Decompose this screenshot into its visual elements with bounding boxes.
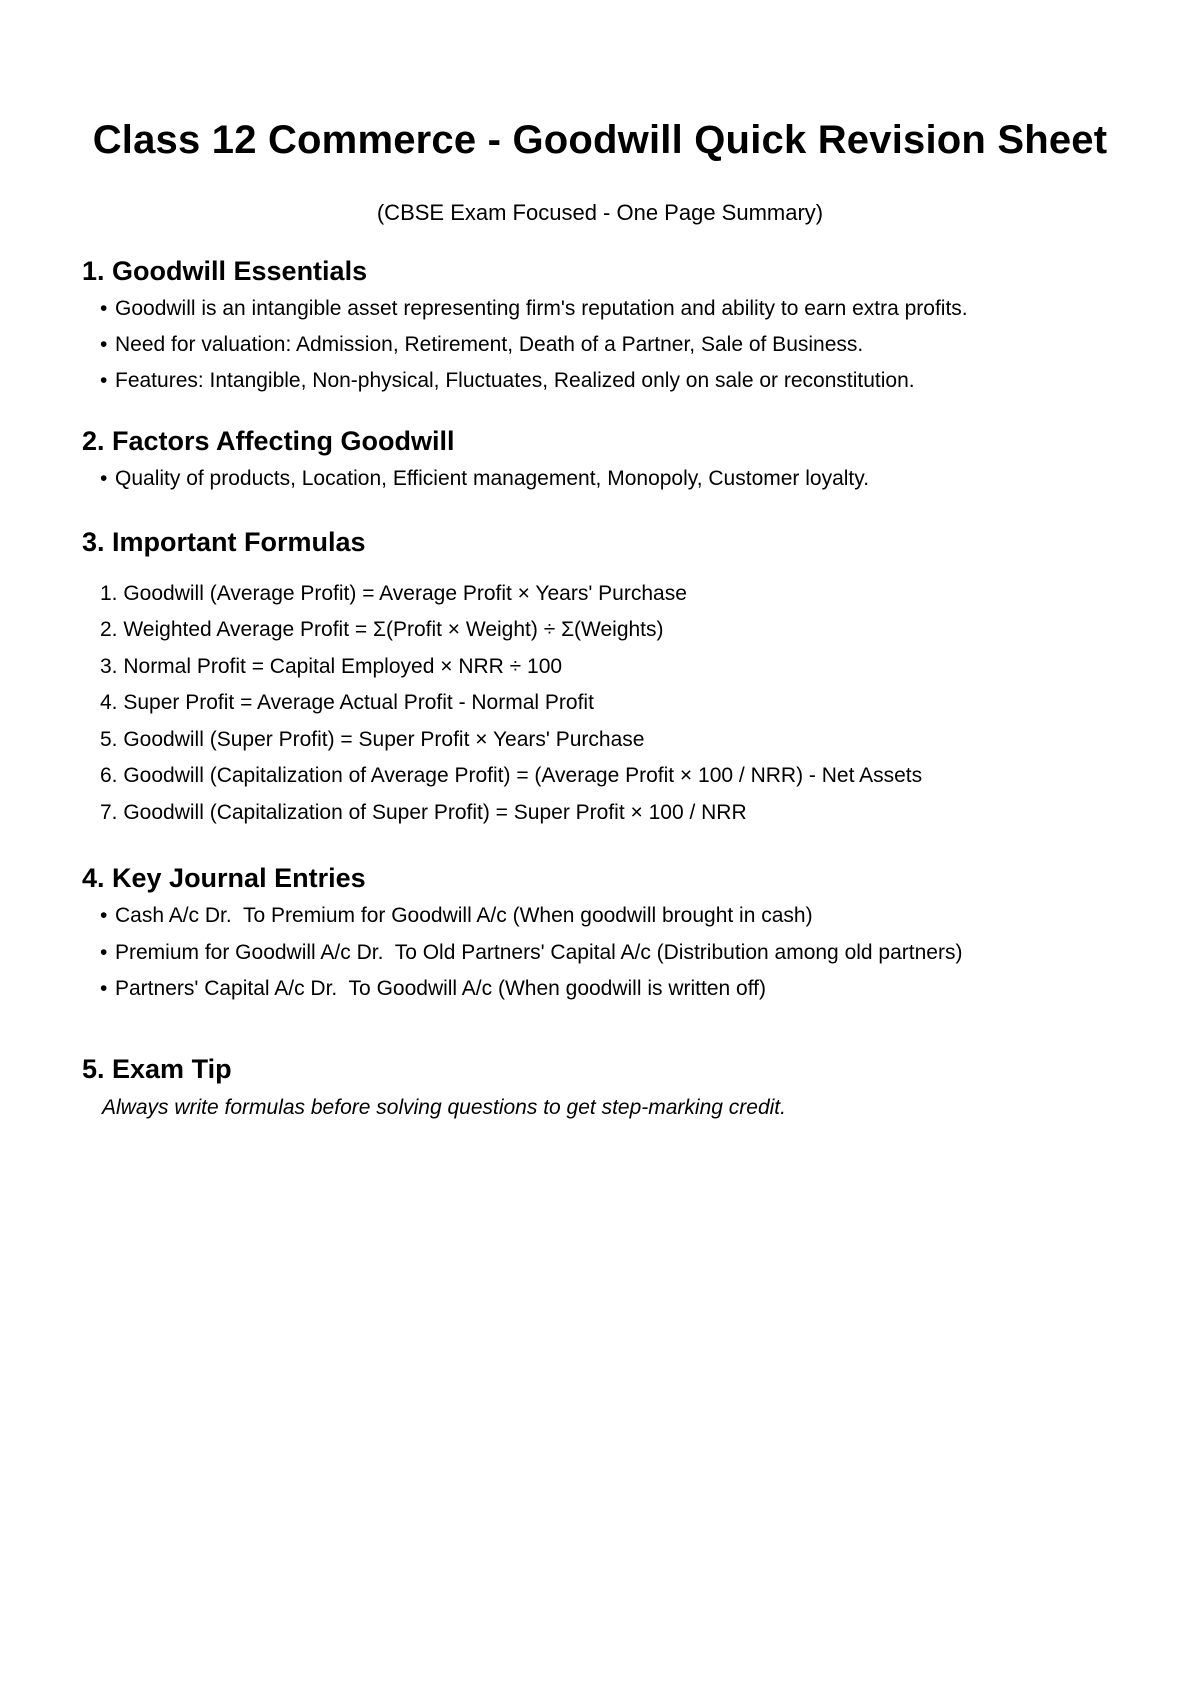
formula-item: 7. Goodwill (Capitalization of Super Profit) = Super Profit × 100 / NRR: [100, 801, 747, 824]
bullet-item: [100, 904, 813, 928]
bullet-item: [100, 941, 962, 965]
formula-item: 3. Normal Profit = Capital Employed × NRR ÷ 100: [100, 655, 563, 678]
bullet-icon: •: [100, 333, 108, 356]
section-heading-important-formulas: 3. Important Formulas: [82, 527, 366, 557]
bullet-text: Need for valuation: Admission, Retirement, Death of a Partner, Sale of Business.: [115, 333, 864, 356]
formula-item: 6. Goodwill (Capitalization of Average Profit) = (Average Profit × 100 / NRR) - Net Assets: [100, 764, 923, 787]
bullet-icon: •: [100, 941, 108, 964]
formula-item: 1. Goodwill (Average Profit) = Average Profit × Years' Purchase: [100, 582, 687, 605]
bullet-text: Quality of products, Location, Efficient management, Monopoly, Customer loyalty.: [115, 467, 870, 490]
page-title: Class 12 Commerce - Goodwill Quick Revision Sheet: [92, 118, 1108, 162]
bullet-item: [100, 297, 968, 321]
bullet-item: [100, 333, 863, 357]
bullet-icon: •: [100, 977, 108, 1000]
bullet-icon: •: [100, 369, 108, 392]
bullet-icon: •: [100, 904, 108, 927]
bullet-text: Partners' Capital A/c Dr. To Goodwill A/c (When goodwill is written off): [115, 977, 766, 1000]
formula-item: 2. Weighted Average Profit = Σ(Profit × Weight) ÷ Σ(Weights): [100, 618, 664, 641]
section-heading-goodwill-essentials: 1. Goodwill Essentials: [82, 256, 368, 286]
bullet-item: [100, 977, 766, 1001]
page-subtitle: (CBSE Exam Focused - One Page Summary): [376, 200, 824, 225]
bullet-text: Features: Intangible, Non-physical, Fluctuates, Realized only on sale or reconstitution.: [115, 369, 915, 392]
bullet-item: [100, 467, 869, 491]
bullet-text: Goodwill is an intangible asset representing firm's reputation and ability to earn extra profits.: [115, 297, 968, 320]
section-heading-factors-affecting-goodwill: 2. Factors Affecting Goodwill: [82, 426, 455, 456]
bullet-text: Cash A/c Dr. To Premium for Goodwill A/c (When goodwill brought in cash): [115, 904, 813, 927]
section-heading-key-journal-entries: 4. Key Journal Entries: [82, 863, 366, 893]
bullet-icon: •: [100, 297, 108, 320]
formula-item: 4. Super Profit = Average Actual Profit - Normal Profit: [100, 691, 594, 714]
formula-item: 5. Goodwill (Super Profit) = Super Profit × Years' Purchase: [100, 728, 645, 751]
bullet-text: Premium for Goodwill A/c Dr. To Old Partners' Capital A/c (Distribution among old partners): [115, 941, 963, 964]
bullet-icon: •: [100, 467, 108, 490]
bullet-item: [100, 369, 915, 393]
section-heading-exam-tip: 5. Exam Tip: [82, 1054, 232, 1084]
exam-tip-text: Always write formulas before solving questions to get step-marking credit.: [102, 1096, 786, 1119]
